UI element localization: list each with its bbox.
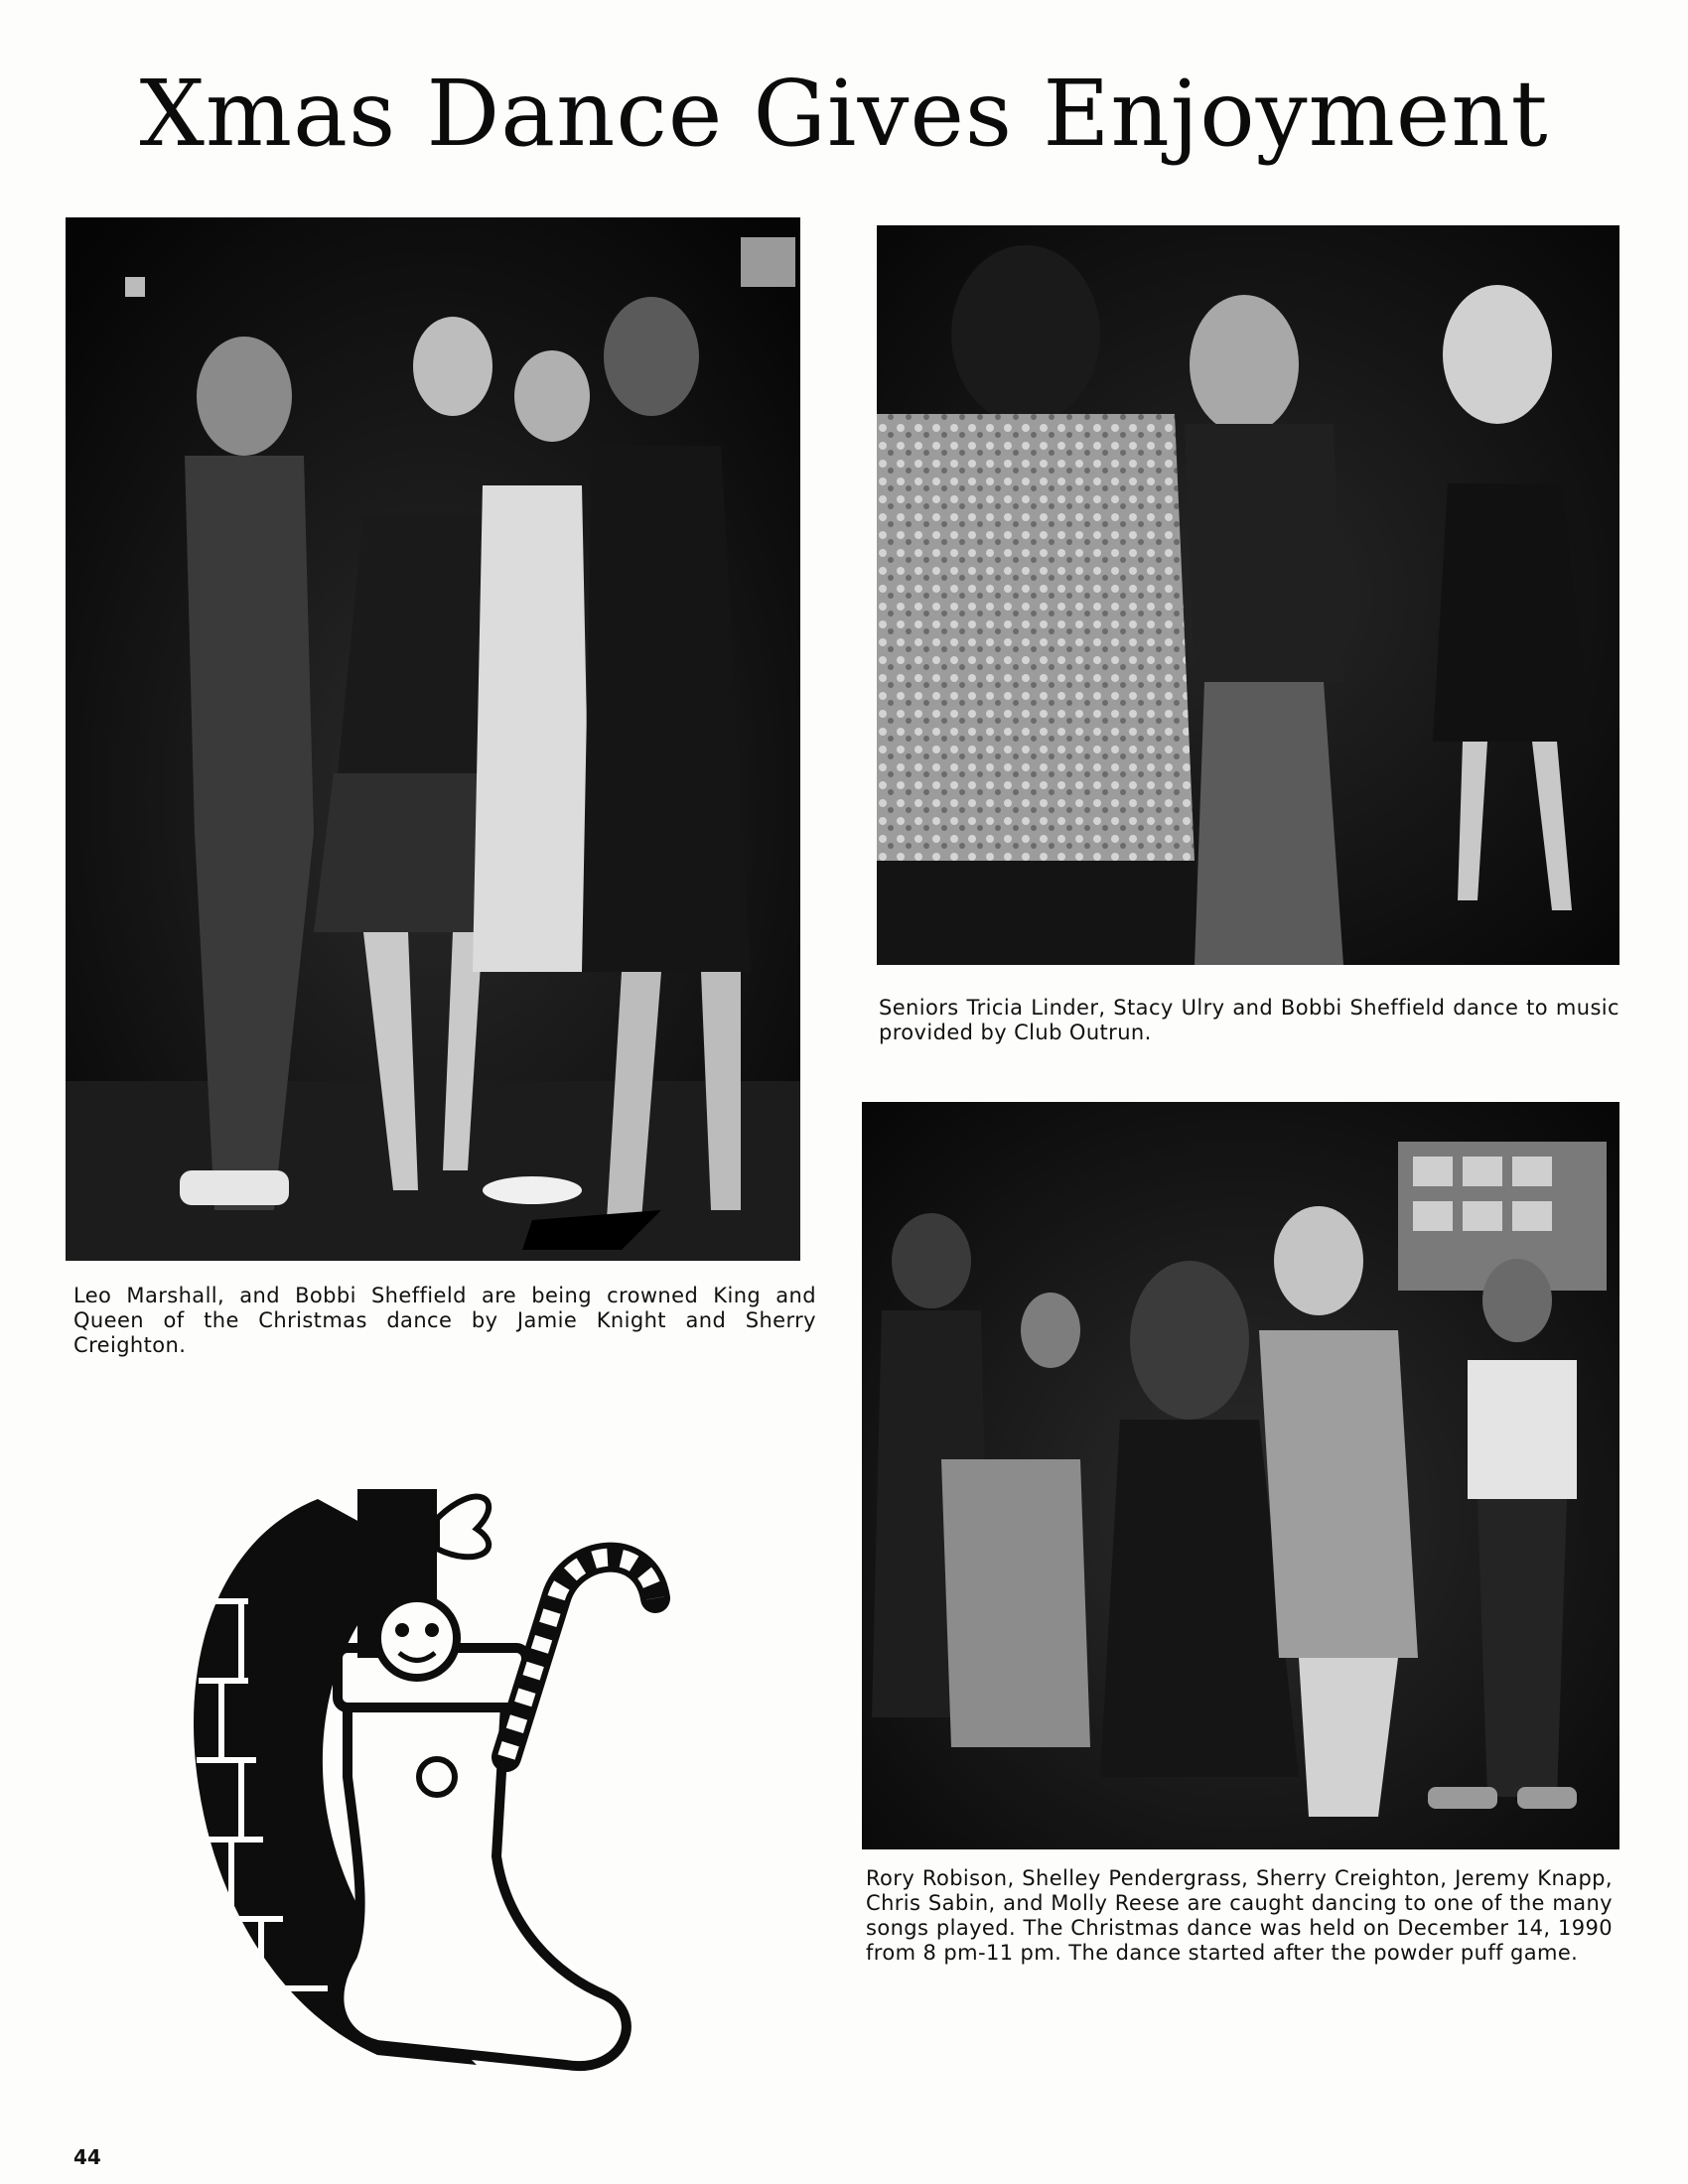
caption-crowning: Leo Marshall, and Bobbi Sheffield are being crowned King and Queen of the Christmas dance by Jamie Knight and Sherry Creighton. — [73, 1284, 816, 1357]
caption-seniors-dancing: Seniors Tricia Linder, Stacy Ulry and Bobbi Sheffield dance to music provided by Club Outrun. — [879, 996, 1619, 1044]
photo-group-dancing-image — [862, 1102, 1619, 1849]
photo-group-dancing — [862, 1102, 1619, 1849]
christmas-stocking-with-toys-icon — [179, 1459, 715, 2095]
caption-group-dancing: Rory Robison, Shelley Pendergrass, Sherry Creighton, Jeremy Knapp, Chris Sabin, and Molly Reese are caught dancing to one of the many songs played. The Christmas dance was held on December 14, 1990 from 8 pm-11 pm. The dance started after the powder puff game. — [866, 1866, 1613, 1965]
photo-seniors-dancing-image — [877, 225, 1619, 965]
page-title: Xmas Dance Gives Enjoyment — [139, 61, 1549, 167]
photo-seniors-dancing — [877, 225, 1619, 965]
photo-crowning — [66, 217, 800, 1261]
page-number: 44 — [73, 2145, 101, 2169]
photo-crowning-image — [66, 217, 800, 1261]
